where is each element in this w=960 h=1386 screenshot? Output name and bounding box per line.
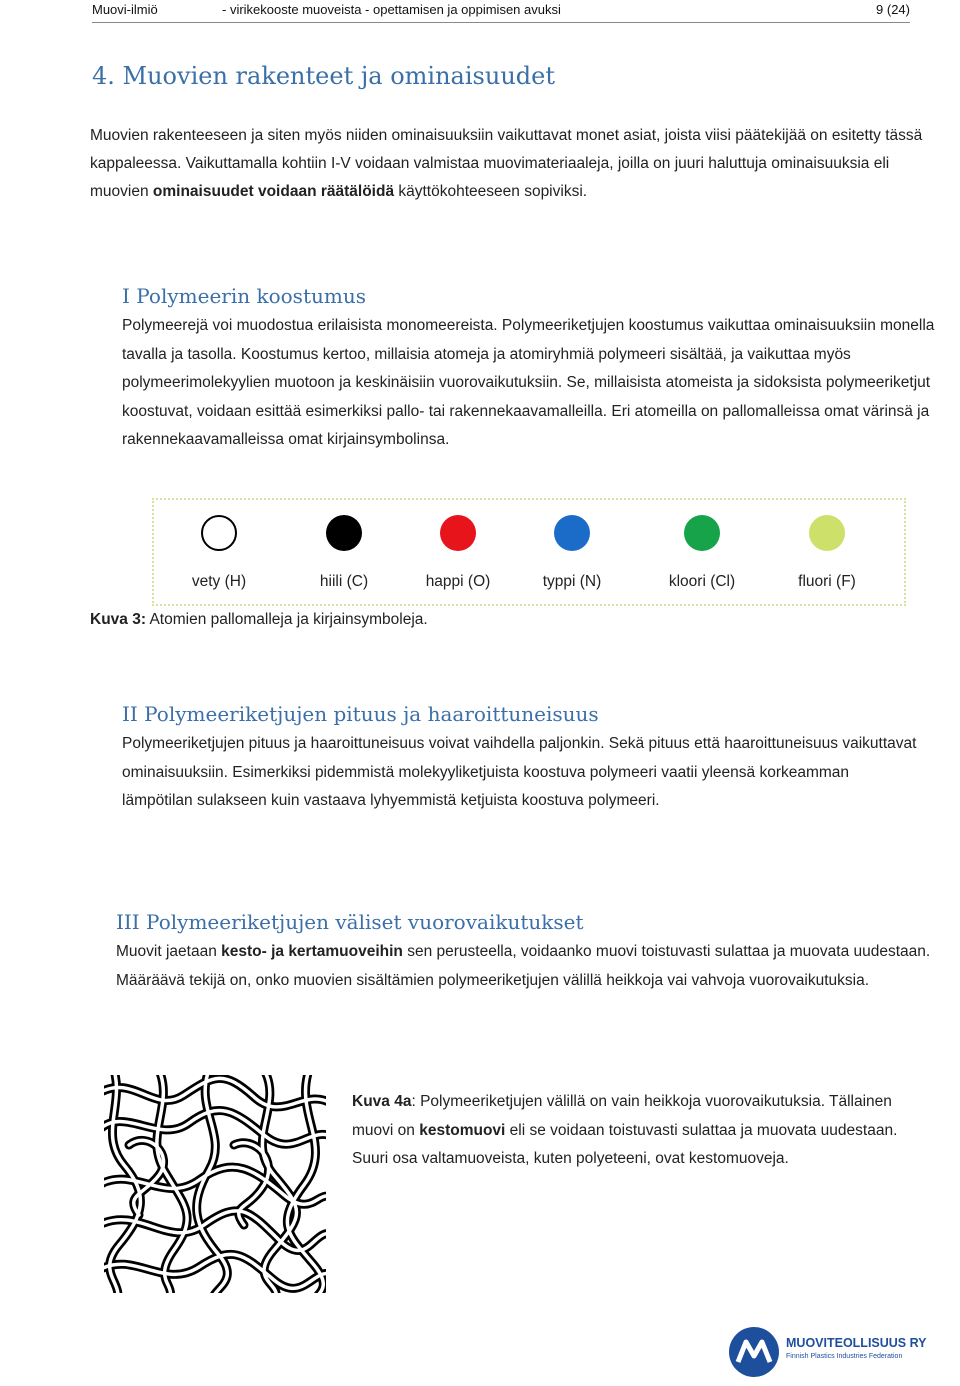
polymer-chains-illustration	[104, 1075, 326, 1293]
logo-emblem-icon	[728, 1326, 780, 1378]
page-number: 9 (24)	[876, 2, 910, 17]
green-ball-icon	[684, 515, 720, 551]
atom-item-chlorine	[647, 515, 757, 591]
page-header	[92, 0, 910, 23]
part3-heading: III Polymeeriketjujen väliset vuorovaikutukset	[116, 910, 584, 934]
intro-paragraph	[90, 122, 952, 206]
intro-text-1: Muovien rakenteeseen ja siten myös niiden ominaisuuksiin vaikuttavat monet asiat, joista viisi päätekijää on esitetty tässä kappaleessa. Vaikuttamalla kohtiin I-V voidaan valmistaa muovimateriaaleja, joilla on juuri haluttuja ominaisuuksia eli muovien	[90, 127, 923, 200]
header-subtitle: - virikekooste muoveista - opettamisen ja oppimisen avuksi	[222, 2, 561, 17]
atom-item-nitrogen	[517, 515, 627, 591]
black-ball-icon	[326, 515, 362, 551]
blue-ball-icon	[554, 515, 590, 551]
part2-heading: II Polymeeriketjujen pituus ja haaroittuneisuus	[122, 702, 599, 726]
caption-bold-text: kestomuovi	[419, 1121, 506, 1139]
part3-bold-text: kesto- ja kertamuoveihin	[221, 943, 403, 960]
atom-label: kloori (Cl)	[668, 573, 736, 590]
caption-label: Kuva 4a	[352, 1093, 412, 1110]
logo-subtitle: Finnish Plastics Industries Federation	[786, 1353, 903, 1360]
federation-logo	[728, 1326, 927, 1384]
atom-item-carbon	[289, 515, 399, 591]
part2-body: Polymeeriketjujen pituus ja haaroittuneisuus voivat vaihdella paljonkin. Sekä pituus että haaroittuneisuus vaikuttavat ominaisuuksiin. Esimerkiksi pidemmistä molekyyliketjuista koostuva polymeeri vaatii yleensä korkeamman lämpötilan sulakseen kuin vastaava lyhyemmistä ketjuista koostuva polymeeri.	[122, 735, 917, 809]
intro-bold-text: ominaisuudet voidaan räätälöidä	[152, 183, 395, 200]
caption-text-2: eli se voidaan toistuvasti sulattaa ja muovata uudestaan. Suuri osa valtamuoveista, kuten polyeteeni, ovat kestomuoveja.	[352, 1121, 898, 1167]
atom-label: happi (O)	[425, 573, 491, 590]
section-heading: 4. Muovien rakenteet ja ominaisuudet	[92, 62, 555, 90]
part3-text-2: sen perusteella, voidaanko muovi toistuvasti sulattaa ja muovata uudestaan. Määräävä tekijä on, onko muovien sisältämien polymeeriketjujen välillä heikkoja vai vahvoja vuorovaikutuksia.	[116, 943, 931, 989]
atom-label: typpi (N)	[542, 573, 602, 590]
atom-label: fluori (F)	[798, 573, 856, 590]
atom-item-fluorine	[772, 515, 882, 591]
part3-text-1: Muovit jaetaan	[116, 943, 222, 960]
header-title: Muovi-ilmiö	[92, 2, 158, 17]
part1-heading: I Polymeerin koostumus	[122, 284, 366, 308]
part1-body: Polymeerejä voi muodostua erilaisista monomeereista. Polymeeriketjujen koostumus vaikuttaa ominaisuuksiin monella tavalla ja tasolla. Koostumus kertoo, millaisia atomeja ja atomiryhmiä polymeeri sisältää, ja vaikuttaa myös polymeerimolekyylien muotoon ja keskinäisiin vuorovaikutuksiin. Se, millaisista atomeista ja sidoksista polymeeriketjut koostuvat, voidaan esittää esimerkiksi pallo- tai rakennekaavamalleilla. Eri atomeilla on pallomalleissa omat värinsä ja rakennekaavamalleissa omat kirjainsymbolinsa.	[122, 317, 935, 448]
atom-label: hiili (C)	[319, 573, 369, 590]
caption-text: Atomien pallomalleja ja kirjainsymboleja.	[146, 611, 428, 628]
part3-body	[116, 938, 956, 995]
atom-legend-figure	[152, 498, 906, 606]
figure3-caption	[90, 606, 790, 634]
logo-name: MUOVITEOLLISUUS RY	[786, 1336, 927, 1350]
figure4a-caption	[352, 1088, 932, 1174]
intro-text-2: käyttökohteeseen sopiviksi.	[394, 183, 588, 200]
atom-label: vety (H)	[191, 573, 247, 590]
red-ball-icon	[440, 515, 476, 551]
caption-label: Kuva 3:	[90, 611, 146, 628]
atom-item-oxygen	[403, 515, 513, 591]
caption-text-1: : Polymeeriketjujen välillä on vain heikkoja vuorovaikutuksia. Tällainen muovi on	[352, 1093, 892, 1139]
white-ball-icon	[201, 515, 237, 551]
atom-item-hydrogen	[164, 515, 274, 591]
yellowgreen-ball-icon	[809, 515, 845, 551]
